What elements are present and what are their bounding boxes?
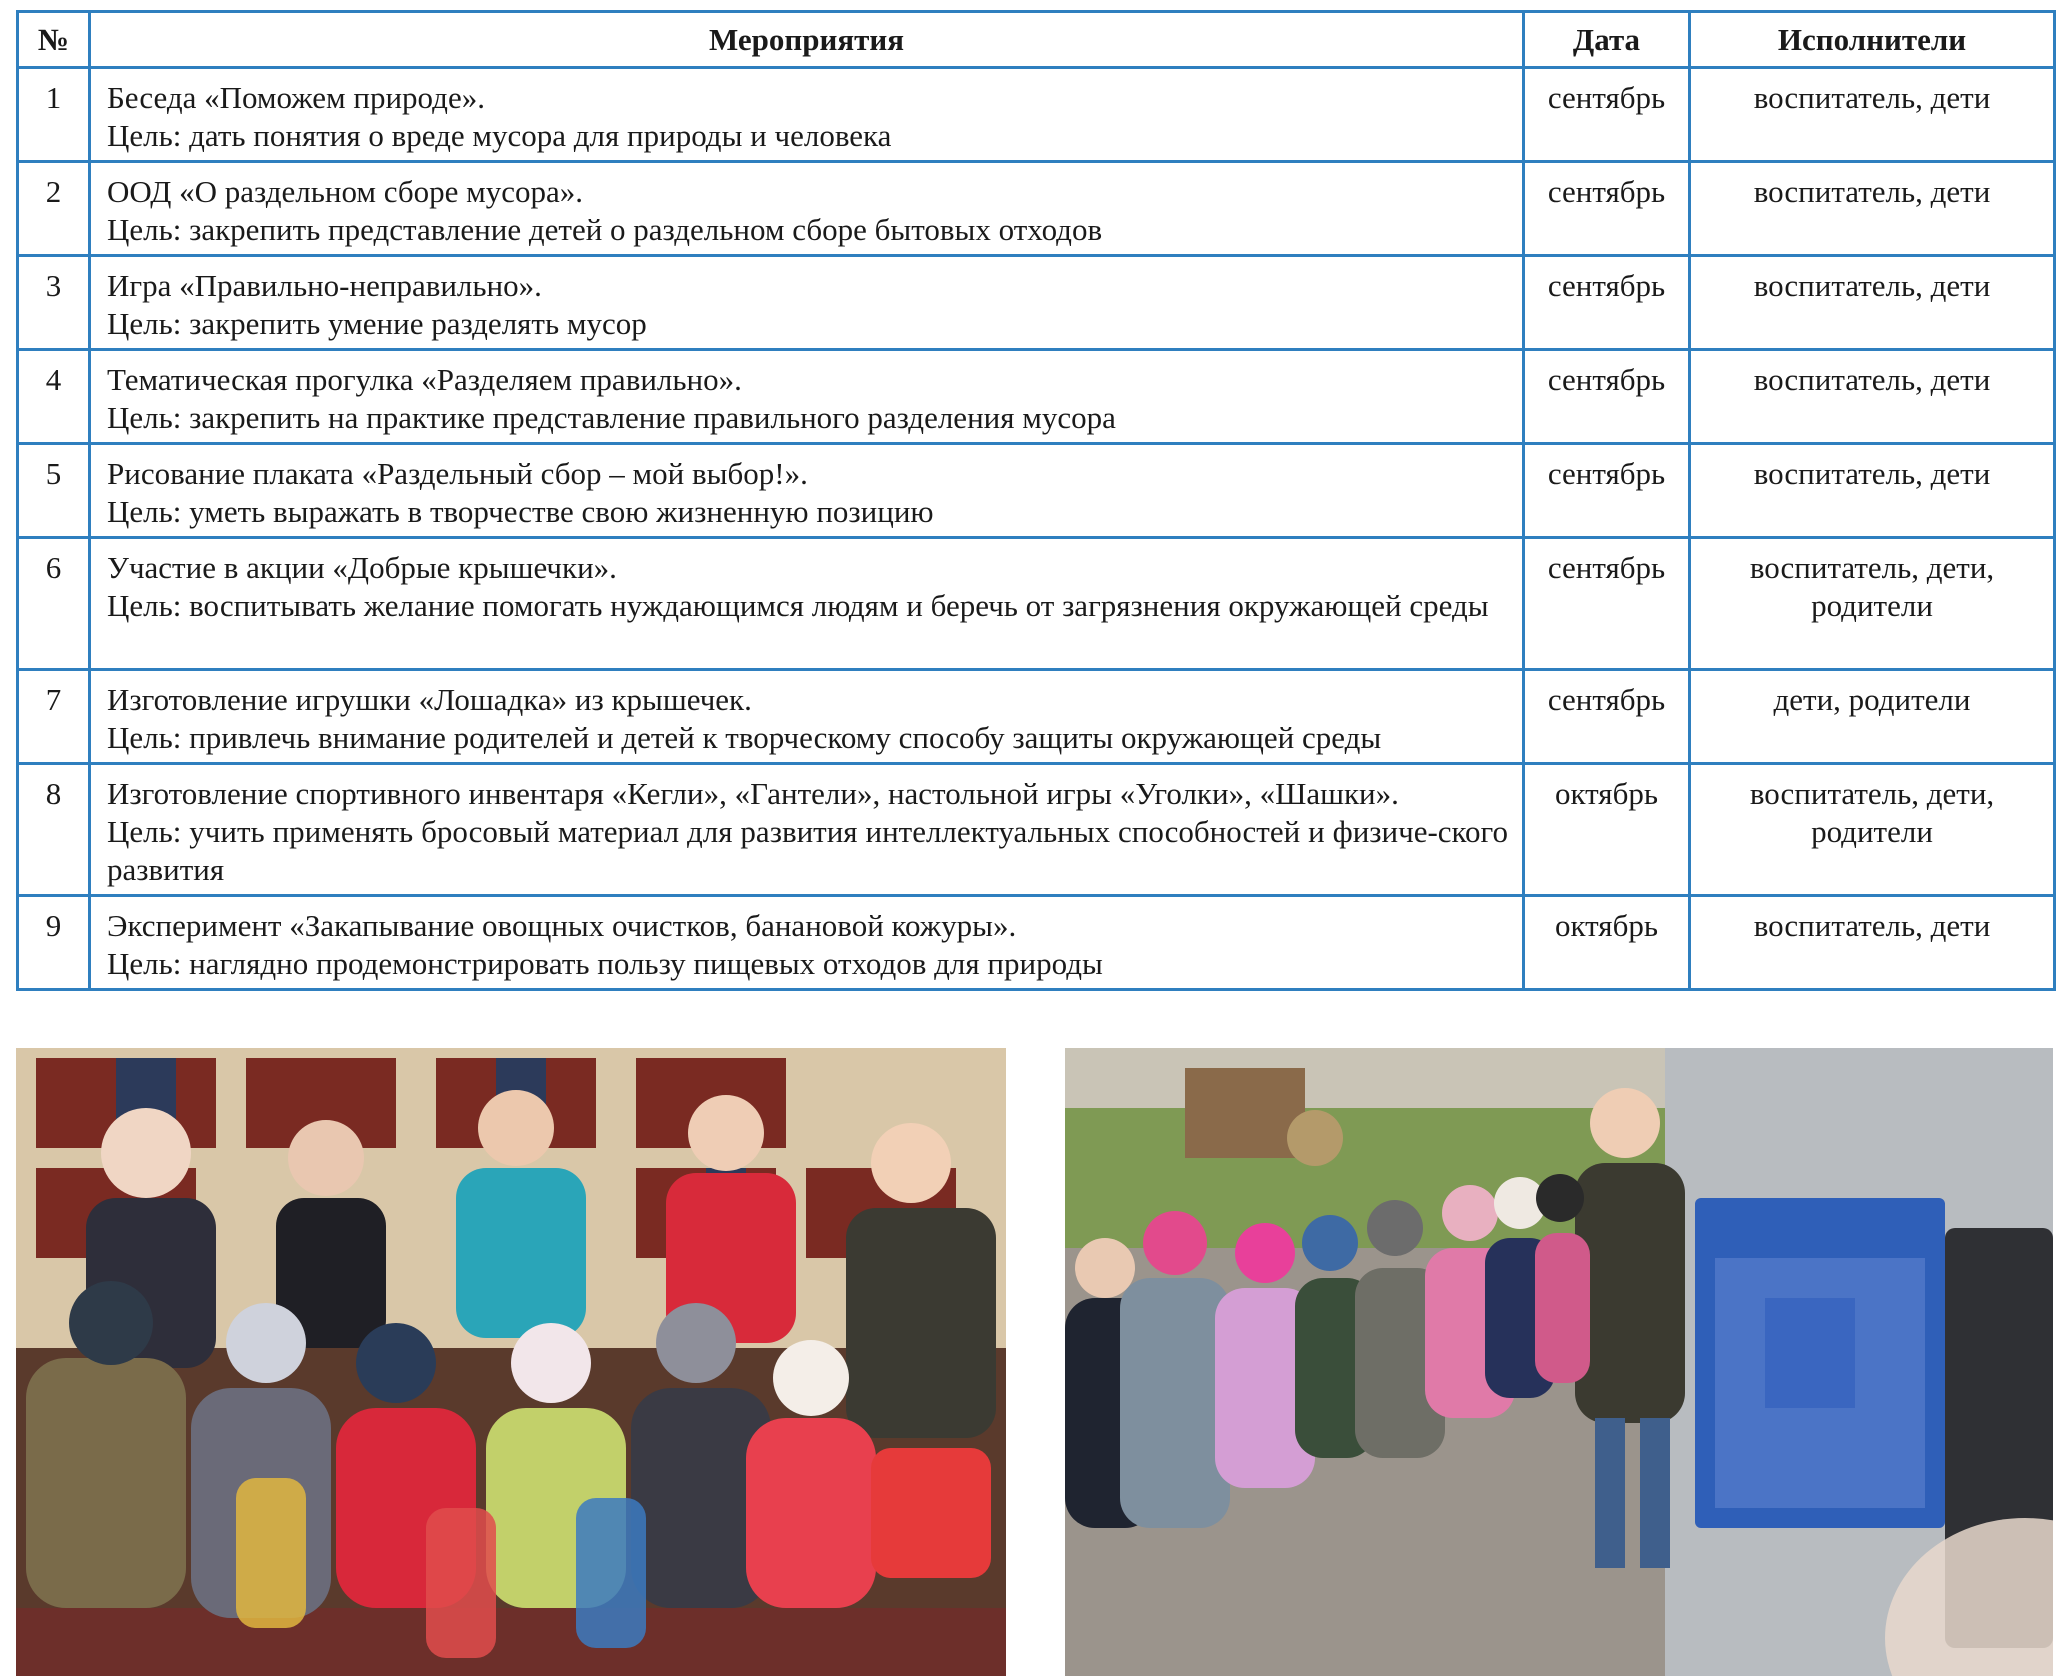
row-num: 6	[18, 538, 90, 670]
row-performers: воспитатель, дети	[1690, 444, 2055, 538]
row-num: 3	[18, 256, 90, 350]
activity-title: Игра «Правильно-неправильно».	[107, 268, 542, 303]
table-header-row	[18, 12, 2055, 68]
row-activity	[90, 538, 1524, 670]
row-date: сентябрь	[1524, 68, 1690, 162]
table-row	[18, 538, 2055, 670]
recycling-scene-icon	[1065, 1048, 2053, 1676]
activity-goal: Цель: уметь выражать в творчестве свою жизненную позицию	[107, 494, 934, 529]
group-photo-library-icon	[16, 1048, 1006, 1676]
row-performers: воспитатель, дети, родители	[1690, 538, 2055, 670]
table-row	[18, 764, 2055, 896]
activities-table	[16, 10, 2056, 991]
row-activity	[90, 670, 1524, 764]
activity-title: Рисование плаката «Раздельный сбор – мой выбор!».	[107, 456, 808, 491]
row-date: сентябрь	[1524, 538, 1690, 670]
activity-title: Беседа «Поможем природе».	[107, 80, 485, 115]
table-row	[18, 256, 2055, 350]
activity-goal: Цель: закрепить на практике представление правильного разделения мусора	[107, 400, 1116, 435]
activity-goal: Цель: учить применять бросовый материал для развития интеллектуальных способностей и физиче-ского развития	[107, 814, 1508, 887]
activity-goal: Цель: закрепить умение разделять мусор	[107, 306, 647, 341]
row-activity	[90, 764, 1524, 896]
row-date: сентябрь	[1524, 256, 1690, 350]
header-date: Дата	[1524, 12, 1690, 68]
row-activity	[90, 162, 1524, 256]
row-date: октябрь	[1524, 764, 1690, 896]
row-activity	[90, 350, 1524, 444]
row-performers: воспитатель, дети	[1690, 896, 2055, 990]
row-date: сентябрь	[1524, 670, 1690, 764]
header-num: №	[18, 12, 90, 68]
table-row	[18, 444, 2055, 538]
row-performers: воспитатель, дети	[1690, 256, 2055, 350]
row-num: 1	[18, 68, 90, 162]
table-row	[18, 68, 2055, 162]
row-date: октябрь	[1524, 896, 1690, 990]
row-performers: воспитатель, дети	[1690, 350, 2055, 444]
row-performers: воспитатель, дети	[1690, 68, 2055, 162]
row-performers: воспитатель, дети	[1690, 162, 2055, 256]
activity-title: Изготовление игрушки «Лошадка» из крышечек.	[107, 682, 752, 717]
row-date: сентябрь	[1524, 444, 1690, 538]
row-num: 2	[18, 162, 90, 256]
header-performers: Исполнители	[1690, 12, 2055, 68]
activity-title: Участие в акции «Добрые крышечки».	[107, 550, 617, 585]
group-photo-recycling-icon	[1065, 1048, 2053, 1676]
row-num: 7	[18, 670, 90, 764]
activity-goal: Цель: закрепить представление детей о раздельном сборе бытовых отходов	[107, 212, 1103, 247]
row-num: 9	[18, 896, 90, 990]
activity-title: Изготовление спортивного инвентаря «Кегли», «Гантели», настольной игры «Уголки», «Шашки».	[107, 776, 1399, 811]
row-date: сентябрь	[1524, 350, 1690, 444]
row-num: 8	[18, 764, 90, 896]
activity-title: ООД «О раздельном сборе мусора».	[107, 174, 584, 209]
row-activity	[90, 896, 1524, 990]
row-num: 4	[18, 350, 90, 444]
activity-goal: Цель: наглядно продемонстрировать пользу пищевых отходов для природы	[107, 946, 1103, 981]
row-performers: дети, родители	[1690, 670, 2055, 764]
activity-goal: Цель: привлечь внимание родителей и детей к творческому способу защиты окружающей среды	[107, 720, 1382, 755]
table-row	[18, 670, 2055, 764]
activity-title: Эксперимент «Закапывание овощных очистков, банановой кожуры».	[107, 908, 1017, 943]
row-num: 5	[18, 444, 90, 538]
activity-goal: Цель: воспитывать желание помогать нуждающимся людям и беречь от загрязнения окружающей среды	[107, 588, 1489, 623]
library-scene-icon	[16, 1048, 1006, 1676]
row-activity	[90, 68, 1524, 162]
table-row	[18, 896, 2055, 990]
activity-title: Тематическая прогулка «Разделяем правильно».	[107, 362, 742, 397]
row-date: сентябрь	[1524, 162, 1690, 256]
table-row	[18, 162, 2055, 256]
row-activity	[90, 256, 1524, 350]
activity-goal: Цель: дать понятия о вреде мусора для природы и человека	[107, 118, 892, 153]
header-activity: Мероприятия	[90, 12, 1524, 68]
table-row	[18, 350, 2055, 444]
row-performers: воспитатель, дети, родители	[1690, 764, 2055, 896]
row-activity	[90, 444, 1524, 538]
